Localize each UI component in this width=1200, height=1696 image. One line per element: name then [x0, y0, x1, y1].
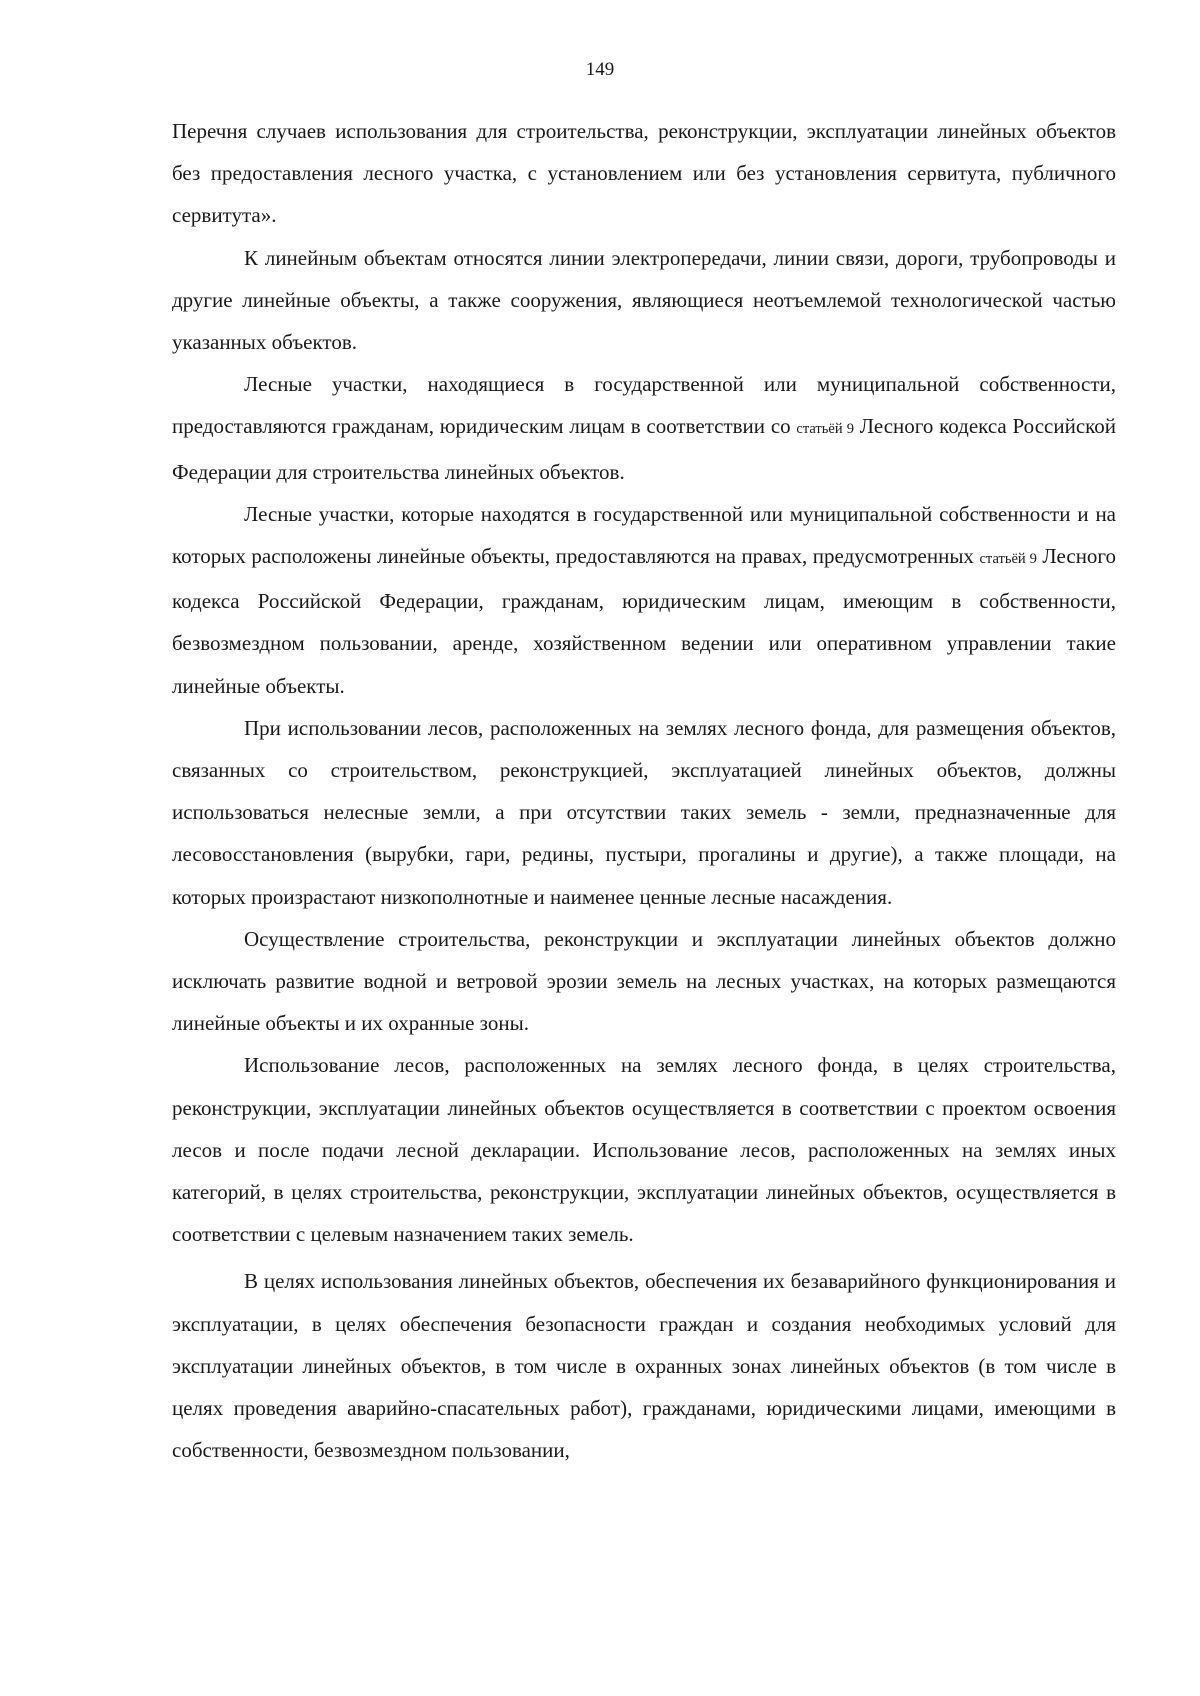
paragraph-4-text-start: Лесные участки, которые находятся в государственной или муниципальной собственности и на которых расположены линейные объекты, предоставляются на правах, предусмотренных [172, 501, 1116, 569]
paragraph-3-text-start: Лесные участки, находящиеся в государственной или муниципальной собственности, предоставляются гражданам, юридическим лицам в соответствии со [172, 372, 1116, 439]
page-number: 149 [585, 59, 615, 80]
paragraph-6: Осуществление строительства, реконструкции и эксплуатации линейных объектов должно исключать развитие водной и ветровой эрозии земель на лесных участках, на которых размещаются линейные объекты и их охранные зоны. [172, 926, 1116, 1036]
article-9-reference: статьёй 9 [796, 421, 854, 438]
paragraph-1: Перечня случаев использования для строительства, реконструкции, эксплуатации линейных объектов без предоставления лесного участка, с установлением или без установления сервитута, публичного сервитута». [172, 119, 1116, 228]
article-9-reference: статьёй 9 [979, 551, 1037, 568]
paragraph-3 [172, 363, 1116, 493]
paragraph-5: При использовании лесов, расположенных на землях лесного фонда, для размещения объектов, связанных со строительством, реконструкцией, эксплуатацией линейных объектов, должны использоваться нелесные земли, а при отсутствии таких земель - земли, предназначенные для лесовосстановления (вырубки, гари, редины, пустыри, прогалины и другие), а также площади, на которых произрастают низкополнотные и наименее ценные лесные насаждения. [172, 715, 1116, 909]
paragraph-7: Использование лесов, расположенных на землях лесного фонда, в целях строительства, реконструкции, эксплуатации линейных объектов осуществляется в соответствии с проектом освоения лесов и после подачи лесной декларации. Использование лесов, расположенных на землях иных категорий, в целях строительства, реконструкции, эксплуатации линейных объектов, осуществляется в соответствии с целевым назначением таких земель. [172, 1053, 1116, 1247]
paragraph-4 [172, 493, 1116, 707]
document-body [172, 110, 1116, 1472]
paragraph-2: К линейным объектам относятся линии электропередачи, линии связи, дороги, трубопроводы и другие линейные объекты, а также сооружения, являющиеся неотъемлемой технологической частью указанных объектов. [172, 245, 1116, 355]
paragraph-3-text-end: Лесного кодекса Российской Федерации для строительства линейных объектов. [172, 414, 1117, 484]
paragraph-8: В целях использования линейных объектов, обеспечения их безаварийного функционирования и эксплуатации, в целях обеспечения безопасности граждан и создания необходимых условий для эксплуатации линейных объектов, в том числе в охранных зонах линейных объектов (в том числе в целях проведения аварийно-спасательных работ), гражданами, юридическими лицами, имеющими в собственности, безвозмездном пользовании, [172, 1269, 1116, 1463]
paragraph-4-text-end: Лесного кодекса Российской Федерации, гражданам, юридическим лицам, имеющим в собственности, безвозмездном пользовании, аренде, хозяйственном ведении или оперативном управлении такие линейные объекты. [172, 544, 1117, 698]
